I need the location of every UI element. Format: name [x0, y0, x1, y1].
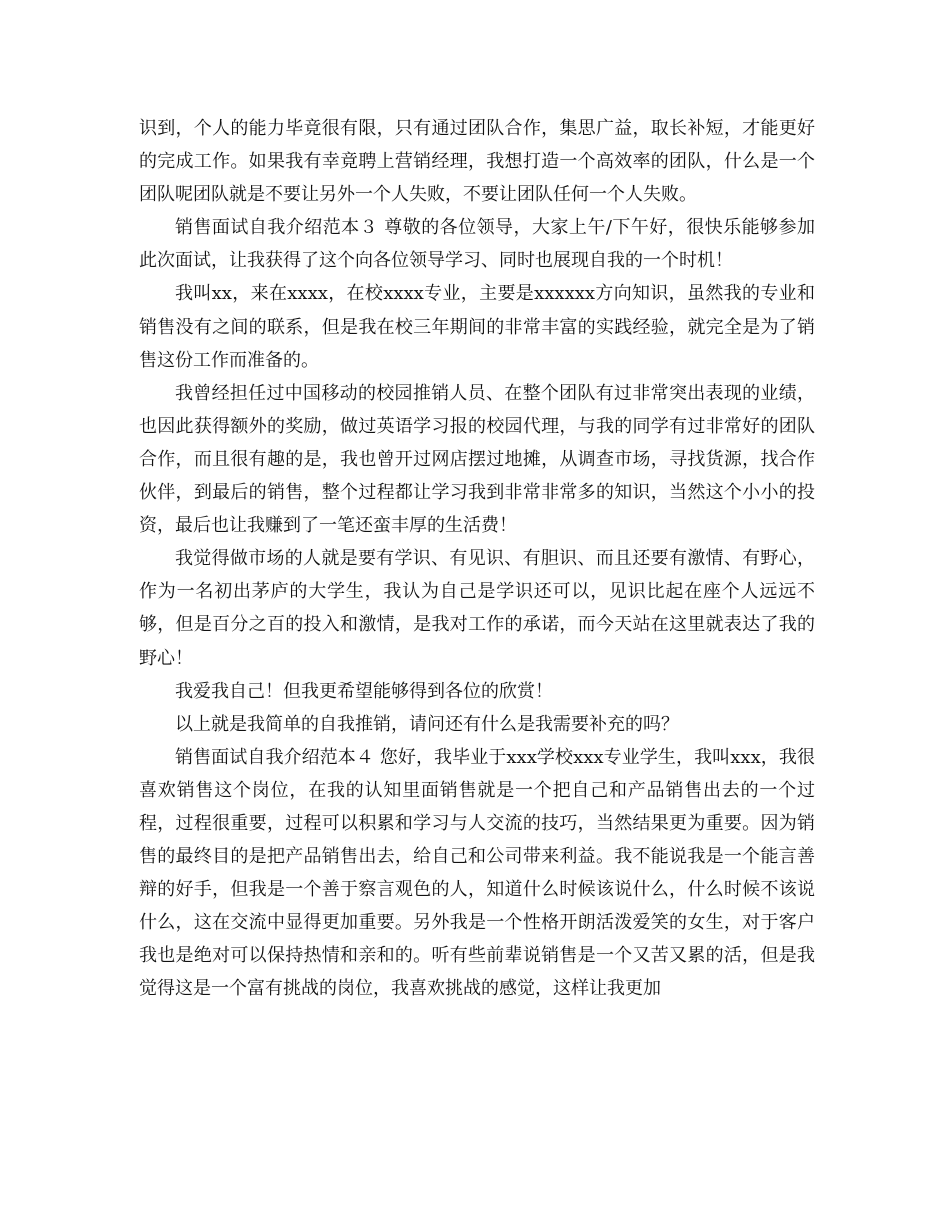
- paragraph: 以上就是我简单的自我推销，请问还有什么是我需要补充的吗？: [175, 713, 679, 735]
- paragraph: 销售面试自我介绍范本３ 尊敬的各位领导，大家上午/下午好，很快乐能够参加此次面试，让我获得了这个向各位领导学习、同时也展现自我的一个时机！: [139, 217, 815, 272]
- paragraph: 识到，个人的能力毕竟很有限，只有通过团队合作，集思广益，取长补短，才能更好的完成工作。如果我有幸竟聘上营销经理，我想打造一个高效率的团队，什么是一个团队呢团队就是不要让另外一个人失败，不要让团队任何一个人失败。: [139, 118, 815, 206]
- paragraph: 我爱我自己！但我更希望能够得到各位的欣赏！: [175, 680, 553, 702]
- paragraph: 销售面试自我介绍范本４ 您好，我毕业于xxx学校xxx专业学生，我叫xxx，我很喜欢销售这个岗位，在我的认知里面销售就是一个把自己和产品销售出去的一个过程，过程很重要，过程可以积累和学习与人交流的技巧，当然结果更为重要。因为销售的最终目的是把产品销售出去，给自己和公司带来利益。我不能说我是一个能言善辩的好手，但我是一个善于察言观色的人，知道什么时候该说什么，什么时候不该说什么，这在交流中显得更加重要。另外我是一个性格开朗活泼爱笑的女生，对于客户我也是绝对可以保持热情和亲和的。听有些前辈说销售是一个又苦又累的活，但是我觉得这是一个富有挑战的岗位，我喜欢挑战的感觉，这样让我更加: [139, 746, 815, 1000]
- document-body: [139, 112, 815, 1006]
- paragraph: 我曾经担任过中国移动的校园推销人员、在整个团队有过非常突出表现的业绩，也因此获得额外的奖励，做过英语学习报的校园代理，与我的同学有过非常好的团队合作，而且很有趣的是，我也曾开过网店摆过地摊，从调查市场，寻找货源，找合作伙伴，到最后的销售，整个过程都让学习我到非常非常多的知识，当然这个小小的投资，最后也让我赚到了一笔还蛮丰厚的生活费！: [139, 382, 815, 537]
- paragraph: 我叫xx，来在xxxx，在校xxxx专业，主要是xxxxxx方向知识，虽然我的专业和销售没有之间的联系，但是我在校三年期间的非常丰富的实践经验，就完全是为了销售这份工作而准备的。: [139, 283, 815, 371]
- paragraph: 我觉得做市场的人就是要有学识、有见识、有胆识、而且还要有激情、有野心，作为一名初出茅庐的大学生，我认为自己是学识还可以，见识比起在座个人远远不够，但是百分之百的投入和激情，是我对工作的承诺，而今天站在这里就表达了我的野心！: [139, 548, 815, 669]
